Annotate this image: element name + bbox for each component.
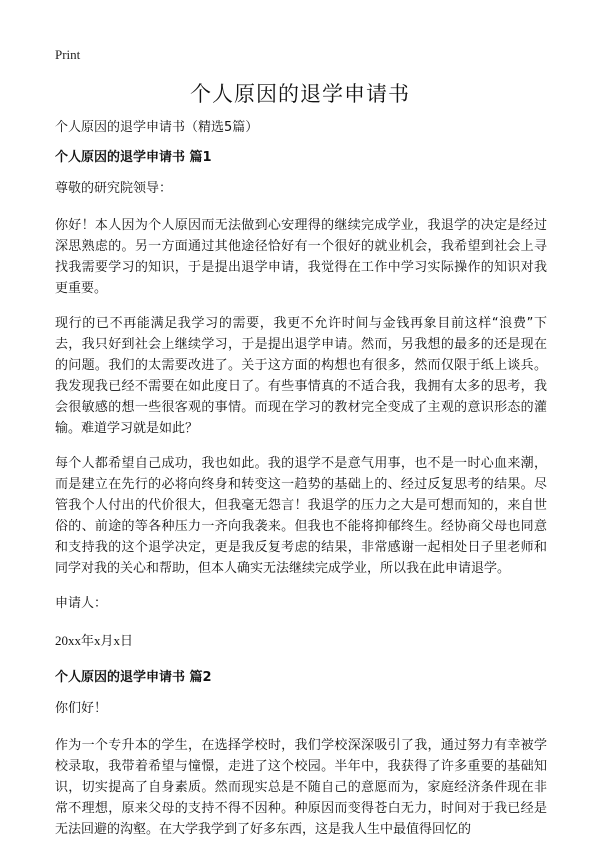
paragraph-1-3: 每个人都希望自己成功，我也如此。我的退学不是意气用事，也不是一时心血来潮，而是建立在先行的必将向终身和转变这一趋势的基础上的、经过反复思考的结果。尽管我个人付出的代价很大，但我毫无怨言！我退学的压力之大是可想而知的，来自世俗的、前途的等各种压力一齐向我袭来。但我也不能将抑郁终生。经协商父母也同意和支持我的这个退学决定，更是我反复考虑的结果，非常感谢一起相处日子里老师和同学对我的关心和帮助，但本人确实无法继续完成学业，所以我在此申请退学。 (55, 456, 547, 576)
document-content (55, 117, 547, 854)
section-heading-2: 个人原因的退学申请书 篇2 (55, 670, 212, 685)
paragraph-1-2: 现行的已不再能满足我学习的需要，我更不允许时间与金钱再象目前这样“浪费”下去，我只好到社会上继续学习，于是提出退学申请。然而，另我想的最多的还是现在的问题。我们的太需要改进了。关于这方面的构想也有很多，然而仅限于纸上谈兵。我发现我已经不需要在如此度日了。有些事情真的不适合我，我拥有太多的思考，我会很敏感的想一些很客观的事情。而现在学习的教材完全变成了主观的意识形态的灌输。难道学习就是如此？ (55, 316, 547, 436)
section-heading-1: 个人原因的退学申请书 篇1 (55, 150, 212, 165)
print-link[interactable]: Print (55, 47, 81, 62)
document-subtitle: 个人原因的退学申请书（精选5篇） (55, 120, 259, 135)
applicant-label: 申请人： (55, 596, 108, 611)
salutation-1: 尊敬的研究院领导： (55, 181, 173, 196)
salutation-2: 你们好！ (55, 701, 108, 716)
paragraph-1-1: 你好！本人因为个人原因而无法做到心安理得的继续完成学业，我退学的决定是经过深思熟虑的。另一方面通过其他途径恰好有一个很好的就业机会，我希望到社会上寻找我需要学习的知识，于是提出退学申请，我觉得在工作中学习实际操作的知识对我更重要。 (55, 218, 547, 296)
paragraph-2-1: 作为一个专升本的学生，在选择学校时，我们学校深深吸引了我，通过努力有幸被学校录取，我带着希望与憧憬，走进了这个校园。半年中，我获得了许多重要的基础知识，切实提高了自身素质。然而现实总是不随自己的意愿而为，家庭经济条件现在非常不理想，原来父母的支持不得不因种。种原因而变得苍白无力，时间对于我已经是无法回避的沟壑。在大学我学到了好多东西，这是我人生中最值得回忆的 (55, 738, 547, 837)
page-title: 个人原因的退学申请书 (190, 82, 410, 106)
date-line: 20xx年x月x日 (55, 633, 134, 648)
